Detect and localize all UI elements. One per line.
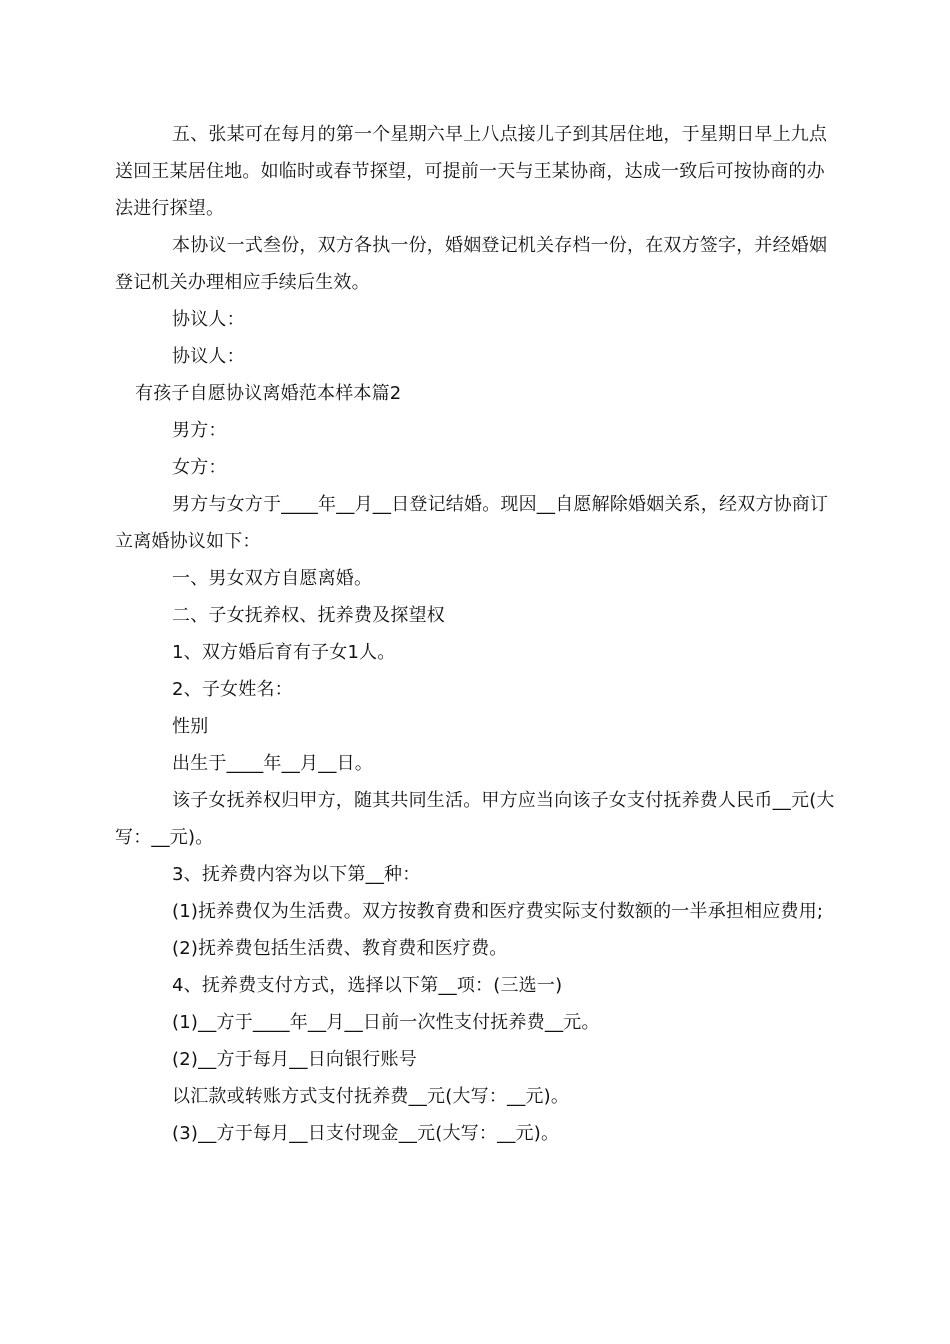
item-child-gender: 性别 bbox=[172, 716, 209, 737]
item-children-count: 1、双方婚后育有子女1人。 bbox=[172, 642, 396, 663]
document-body bbox=[115, 116, 840, 1152]
option-transfer-amount: 以汇款或转账方式支付抚养费__元(大写：__元)。 bbox=[172, 1086, 570, 1107]
item-child-name: 2、子女姓名： bbox=[172, 679, 293, 700]
male-party-line: 男方： bbox=[172, 420, 227, 441]
signatory-line-1: 协议人： bbox=[172, 309, 245, 330]
paragraph-marriage-registration: 男方与女方于____年__月__日登记结婚。现因__自愿解除婚姻关系，经双方协商订立离婚协议如下： bbox=[115, 494, 829, 552]
female-party-line: 女方： bbox=[172, 457, 227, 478]
option-support-all: (2)抚养费包括生活费、教育费和医疗费。 bbox=[172, 938, 508, 959]
paragraph-custody-support: 该子女抚养权归甲方，随其共同生活。甲方应当向该子女支付抚养费人民币__元(大写：__元)。 bbox=[115, 790, 835, 848]
clause-1-divorce: 一、男女双方自愿离婚。 bbox=[172, 568, 373, 589]
signatory-line-2: 协议人： bbox=[172, 346, 245, 367]
option-cash-payment: (3)__方于每月__日支付现金__元(大写：__元)。 bbox=[172, 1123, 560, 1144]
option-bank-account: (2)__方于每月__日向银行账号 bbox=[172, 1049, 417, 1070]
item-child-birthdate: 出生于____年__月__日。 bbox=[172, 753, 373, 774]
clause-2-custody-heading: 二、子女抚养权、抚养费及探望权 bbox=[172, 605, 445, 626]
paragraph-agreement-copies: 本协议一式叁份，双方各执一份，婚姻登记机关存档一份，在双方签字，并经婚姻登记机关办理相应手续后生效。 bbox=[115, 235, 828, 293]
item-payment-method: 4、抚养费支付方式，选择以下第__项：(三选一) bbox=[172, 975, 563, 996]
option-lump-sum: (1)__方于____年__月__日前一次性支付抚养费__元。 bbox=[172, 1012, 600, 1033]
item-support-type: 3、抚养费内容为以下第__种： bbox=[172, 864, 421, 885]
section-title: 有孩子自愿协议离婚范本样本篇2 bbox=[135, 383, 402, 404]
option-support-living: (1)抚养费仅为生活费。双方按教育费和医疗费实际支付数额的一半承担相应费用; bbox=[172, 901, 824, 922]
paragraph-visitation-clause: 五、张某可在每月的第一个星期六早上八点接儿子到其居住地，于星期日早上九点送回王某居住地。如临时或春节探望，可提前一天与王某协商，达成一致后可按协商的办法进行探望。 bbox=[115, 124, 828, 219]
